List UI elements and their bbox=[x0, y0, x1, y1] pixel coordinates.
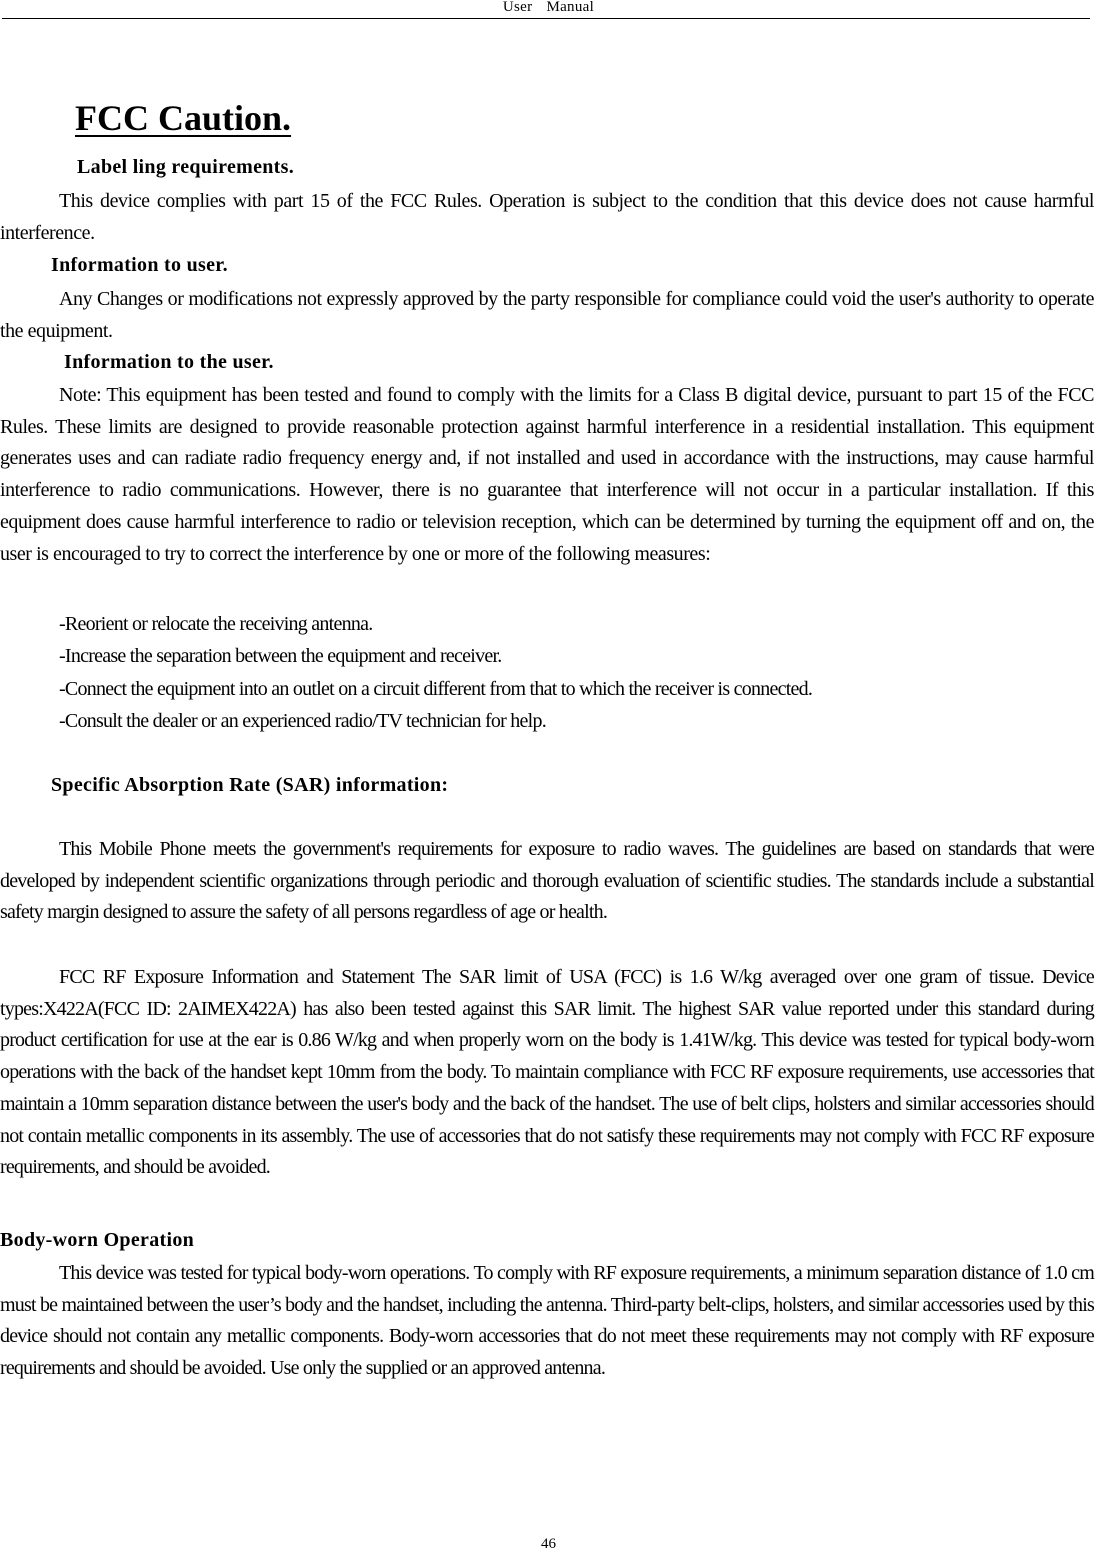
heading-sar-information: Specific Absorption Rate (SAR) information: bbox=[51, 774, 449, 796]
paragraph-information-to-user: Any Changes or modifications not expressly approved by the party responsible for compliance could void the user's authority to operate the equipment. bbox=[0, 288, 1094, 342]
measure-item: -Reorient or relocate the receiving antenna. bbox=[59, 613, 373, 635]
measure-item: -Increase the separation between the equipment and receiver. bbox=[59, 645, 502, 667]
paragraph-body-worn: This device was tested for typical body-worn operations. To comply with RF exposure requirements, a minimum separation distance of 1.0 cm must be maintained between the user’s body and the handset, including the antenna. Third-party belt-clips, holsters, and similar accessories used by this device should not contain any metallic components. Body-worn accessories that do not meet these requirements may not comply with RF exposure requirements and should be avoided. Use only the supplied or an approved antenna. bbox=[0, 1262, 1094, 1380]
paragraph-labeling: This device complies with part 15 of the FCC Rules. Operation is subject to the condition that this device does not cause harmful interference. bbox=[0, 190, 1094, 244]
paragraph-fcc-rf-exposure: FCC RF Exposure Information and Statement The SAR limit of USA (FCC) is 1.6 W/kg averaged over one gram of tissue. Device types:X422A(FCC ID: 2AIMEX422A) has also been tested against this SAR limit. The highest SAR value reported under this standard during product certification for use at the ear is 0.86 W/kg and when properly worn on the body is 1.41W/kg. This device was tested for typical body-worn operations with the back of the handset kept 10mm from the body. To maintain compliance with FCC RF exposure requirements, use accessories that maintain a 10mm separation distance between the user's body and the back of the handset. The use of belt clips, holsters and similar accessories should not contain metallic components in its assembly. The use of accessories that do not satisfy these requirements may not comply with FCC RF exposure requirements, and should be avoided. bbox=[0, 966, 1094, 1179]
page-title: FCC Caution. bbox=[75, 98, 292, 138]
heading-information-to-the-user: Information to the user. bbox=[64, 351, 274, 373]
paragraph-class-b-notice: Note: This equipment has been tested and found to comply with the limits for a Class B digital device, pursuant to part 15 of the FCC Rules. These limits are designed to provide reasonable protection against harmful interference in a residential installation. This equipment generates uses and can radiate radio frequency energy and, if not installed and used in accordance with the instructions, may cause harmful interference to radio communications. However, there is no guarantee that interference will not occur in a particular installation. If this equipment does cause harmful interference to radio or television reception, which can be determined by turning the equipment off and on, the user is encouraged to try to correct the interference by one or more of the following measures: bbox=[0, 384, 1094, 565]
measure-item: -Connect the equipment into an outlet on a circuit different from that to which the receiver is connected. bbox=[59, 678, 813, 700]
paragraph-sar-guidelines: This Mobile Phone meets the government's requirements for exposure to radio waves. The guidelines are based on standards that were developed by independent scientific organizations through periodic and thorough evaluation of scientific studies. The standards include a substantial safety margin designed to assure the safety of all persons regardless of age or health. bbox=[0, 838, 1094, 924]
heading-body-worn-operation: Body-worn Operation bbox=[0, 1229, 195, 1251]
running-header: User Manual bbox=[502, 0, 595, 15]
heading-labeling-requirements: Label ling requirements. bbox=[77, 156, 295, 178]
page-number: 46 bbox=[541, 1536, 556, 1552]
measure-item: -Consult the dealer or an experienced radio/TV technician for help. bbox=[59, 710, 546, 732]
heading-information-to-user: Information to user. bbox=[51, 254, 228, 276]
